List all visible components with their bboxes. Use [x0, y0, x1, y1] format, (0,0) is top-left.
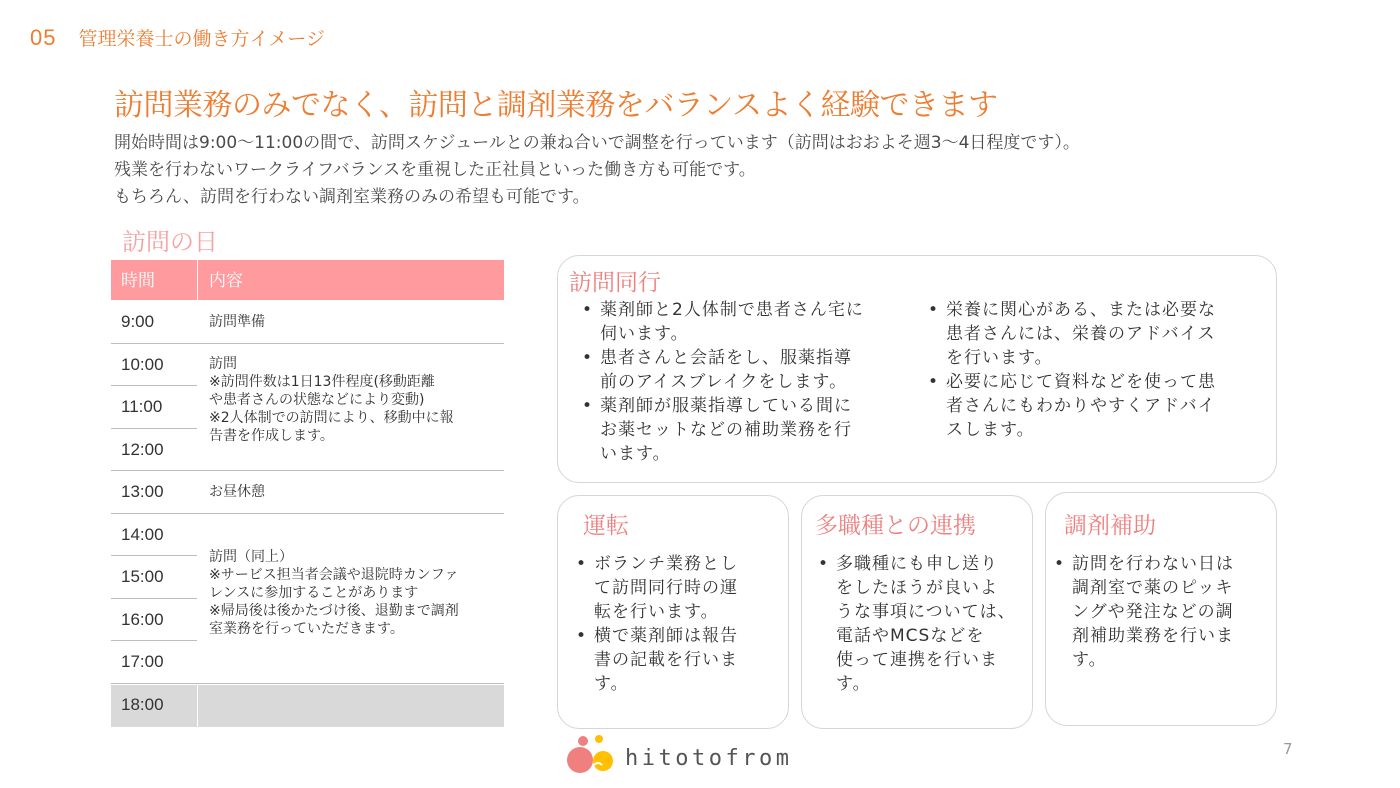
schedule-row-end — [111, 685, 504, 727]
row-divider — [111, 598, 197, 599]
content-line: ※訪問件数は1日13件程度(移動距離 — [209, 374, 435, 390]
page-headline: 訪問業務のみでなく、訪問と調剤業務をバランスよく経験できます — [114, 88, 998, 123]
content-line: ※2人体制での訪問により、移動中に報 — [209, 410, 454, 426]
content-line: 訪問 — [209, 356, 237, 372]
time-label: 11:00 — [121, 397, 163, 416]
time-label: 14:00 — [121, 525, 164, 544]
content-line: レンスに参加することがあります — [209, 585, 419, 601]
list-item: • 薬剤師が服薬指導している間に お薬セットなどの補助業務を行 います。 — [578, 394, 918, 466]
list-item: • 訪問を行わない日は 調剤室で薬のピッキ ングや発注などの調 剤補助業務を行いま す。 — [1050, 552, 1272, 672]
visit-right-list — [924, 298, 1269, 442]
intro-line: 開始時間は9:00～11:00の間で、訪問スケジュールとの兼ね合いで調整を行っています（訪問はおおよそ週3～4日程度です）。 — [114, 133, 1080, 153]
content-line: お昼休憩 — [209, 484, 265, 500]
schedule-body — [111, 300, 504, 727]
schedule-content — [209, 355, 499, 445]
time-label: 15:00 — [121, 567, 164, 586]
content-line: ※帰局後は後かたづけ後、退勤まで調剤 — [209, 603, 459, 619]
list-item: • ボランチ業務とし て訪問同行時の運 転を行います。 — [572, 552, 782, 624]
logo-text: hitotofrom — [625, 745, 793, 771]
row-divider — [111, 513, 504, 514]
row-divider — [111, 385, 197, 386]
box-title: 調剤補助 — [1064, 513, 1156, 539]
time-label: 18:00 — [121, 695, 164, 714]
page-number: 7 — [1283, 740, 1293, 758]
content-line: 室業務を行っていただきます。 — [209, 621, 404, 637]
header-content: 内容 — [197, 260, 504, 300]
intro-text — [114, 130, 1294, 211]
list-item: • 患者さんと会話をし、服薬指導 前のアイスブレイクをします。 — [578, 346, 918, 394]
intro-line: 残業を行わないワークライフバランスを重視した正社員といった働き方も可能です。 — [114, 160, 756, 180]
dispensing-assist-box — [1045, 492, 1277, 726]
schedule-table — [111, 260, 504, 727]
schedule-content — [209, 313, 499, 331]
driving-list — [572, 552, 782, 696]
time-label: 16:00 — [121, 610, 164, 629]
list-item: • 多職種にも申し送り をしたほうが良いよ うな事項については、 電話やMCSなどを 使って連携を行いま す。 — [814, 552, 1030, 696]
logo-mark-icon — [565, 731, 617, 775]
schedule-header — [111, 260, 504, 300]
collaboration-box — [801, 495, 1033, 729]
list-item: • 薬剤師と2人体制で患者さん宅に 伺います。 — [578, 298, 918, 346]
list-item: • 横で薬剤師は報告 書の記載を行いま す。 — [572, 624, 782, 696]
content-line: 告書を作成します。 — [209, 428, 334, 444]
row-divider — [111, 343, 504, 344]
collaboration-list — [814, 552, 1030, 696]
header-time: 時間 — [121, 271, 155, 291]
time-label: 12:00 — [121, 440, 164, 459]
visit-left-list — [578, 298, 918, 466]
time-label: 10:00 — [121, 355, 164, 374]
row-divider — [111, 683, 504, 684]
list-item: • 栄養に関心がある、または必要な 患者さんには、栄養のアドバイス を行います。 — [924, 298, 1269, 370]
schedule-content — [209, 483, 499, 501]
schedule-title: 訪問の日 — [122, 228, 218, 256]
row-divider — [111, 470, 504, 471]
content-line: ※サービス担当者会議や退院時カンファ — [209, 567, 459, 583]
content-line: や患者さんの状態などにより変動) — [209, 392, 425, 408]
section-number: 05 — [30, 25, 57, 50]
box-title: 多職種との連携 — [815, 513, 976, 539]
box-title: 運転 — [583, 513, 629, 539]
section-header — [30, 24, 325, 51]
time-label: 13:00 — [121, 482, 164, 501]
list-item: • 必要に応じて資料などを使って患 者さんにもわかりやすくアドバイ スします。 — [924, 370, 1269, 442]
content-line: 訪問準備 — [209, 314, 265, 330]
visit-accompany-box — [557, 255, 1277, 483]
intro-line: もちろん、訪問を行わない調剤室業務のみの希望も可能です。 — [114, 187, 590, 207]
row-divider — [111, 555, 197, 556]
row-divider — [111, 428, 197, 429]
time-label: 17:00 — [121, 652, 164, 671]
content-line: 訪問（同上） — [209, 549, 293, 565]
company-logo — [565, 731, 792, 775]
dispensing-list — [1050, 552, 1272, 672]
section-title: 管理栄養士の働き方イメージ — [78, 28, 325, 50]
schedule-content — [209, 548, 499, 638]
driving-box — [557, 495, 789, 729]
time-label: 9:00 — [121, 312, 155, 331]
row-divider — [111, 640, 197, 641]
box-title: 訪問同行 — [569, 270, 661, 296]
